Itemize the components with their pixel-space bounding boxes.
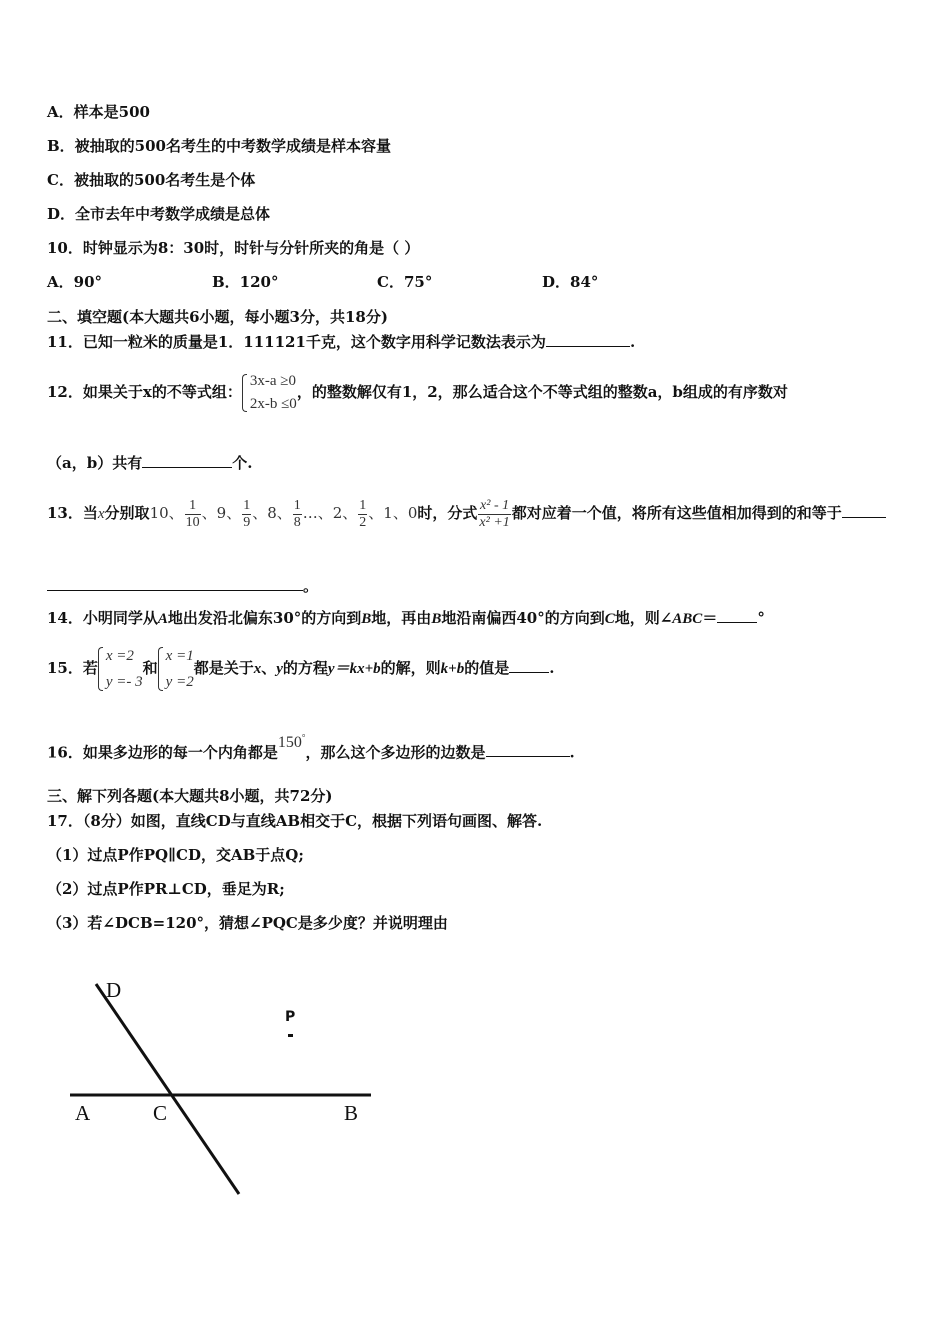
q13-fraction-4 bbox=[358, 498, 367, 531]
q14-point-b2: B bbox=[431, 611, 442, 627]
q15-system-2 bbox=[158, 643, 194, 695]
q14-part-4: 地沿南偏西40°的方向到 bbox=[441, 609, 605, 627]
q13-line2 bbox=[47, 576, 318, 596]
q13-f1-num: 1 bbox=[185, 498, 201, 515]
line-cd bbox=[96, 984, 239, 1194]
q16-angle-degree: ° bbox=[301, 733, 306, 743]
q14-part-6: ＝ bbox=[702, 609, 718, 627]
q15-blank bbox=[509, 658, 549, 673]
q13-fraction-2 bbox=[242, 498, 251, 531]
q16-blank bbox=[486, 742, 570, 757]
q15-var-y: y bbox=[276, 661, 283, 677]
q9-option-d: D．全市去年中考数学成绩是总体 bbox=[47, 205, 271, 223]
q14-angle-abc: ABC bbox=[672, 611, 703, 627]
q15-s2a: x =1 bbox=[165, 648, 194, 664]
q11-blank bbox=[546, 332, 630, 347]
q13-blank-2 bbox=[47, 576, 303, 591]
q12-line2-suffix: 个. bbox=[232, 454, 253, 472]
q9-option-a: A．样本是500 bbox=[47, 103, 150, 121]
q12-line2 bbox=[47, 453, 252, 473]
q13-prefix: 13．当 bbox=[47, 504, 98, 522]
q14-point-a: A bbox=[157, 611, 168, 627]
q12-ineq-2: 2x-b ≤0 bbox=[249, 396, 297, 412]
q11-text: 11．已知一粒米的质量是1．111121千克，这个数字用科学记数法表示为 bbox=[47, 333, 546, 351]
q10-option-b: B．120° bbox=[212, 273, 279, 291]
q12-suffix: ，的整数解仅有1，2，那么适合这个不等式组的整数a，b组成的有序数对 bbox=[296, 383, 788, 401]
label-b: B bbox=[344, 1101, 359, 1125]
q15-end: . bbox=[549, 659, 555, 677]
q15-s1a: x =2 bbox=[105, 648, 134, 664]
q16-suffix: ，那么这个多边形的边数是 bbox=[305, 743, 486, 762]
q14-part-5: 地，则∠ bbox=[614, 609, 673, 627]
q13-var: x bbox=[97, 506, 105, 522]
q13-f4-den: 2 bbox=[359, 514, 367, 530]
q17-step-3: （3）若∠DCB=120°，猜想∠PQC是多少度？并说明理由 bbox=[47, 914, 448, 932]
q13-fraction-1 bbox=[185, 498, 201, 531]
q15-part-1: 都是关于 bbox=[193, 659, 254, 677]
q13-f3-num: 1 bbox=[293, 497, 301, 513]
q13-f2-den: 9 bbox=[243, 514, 251, 530]
q13-values-start: 10、 bbox=[149, 504, 184, 522]
q13-fraction-3 bbox=[293, 498, 302, 531]
q10-option-c: C．75° bbox=[377, 273, 433, 291]
q14-end: ° bbox=[757, 609, 765, 627]
q15-s1b: y =- 3 bbox=[105, 674, 143, 690]
q13-values-end: 、1、0 bbox=[368, 504, 418, 522]
q17-stem: 17．（8分）如图，直线CD与直线AB相交于C，根据下列语句画图、解答. bbox=[47, 812, 543, 830]
q13-values-9: 、9、 bbox=[201, 504, 242, 522]
q13-blank-1 bbox=[842, 503, 886, 518]
q14-part-2: 地出发沿北偏东30°的方向到 bbox=[167, 609, 362, 627]
q15-part-2: 的方程 bbox=[282, 659, 328, 677]
q10-stem: 10．时钟显示为8：30时，时针与分针所夹的角是（ ） bbox=[47, 239, 420, 257]
q10-option-a: A．90° bbox=[47, 273, 103, 291]
q15-s2b: y =2 bbox=[165, 674, 194, 690]
q13-expression bbox=[478, 498, 510, 531]
q13 bbox=[47, 493, 886, 534]
q9-option-c: C．被抽取的500名考生是个体 bbox=[47, 171, 256, 189]
q16-end: . bbox=[569, 743, 575, 762]
q14-point-c: C bbox=[604, 611, 615, 627]
q13-expr-num: x² - 1 bbox=[480, 497, 510, 513]
q12-prefix: 12．如果关于x的不等式组： bbox=[47, 383, 242, 401]
q15-part-3: 的解，则 bbox=[380, 659, 441, 677]
label-p: P bbox=[285, 1009, 296, 1025]
q13-expr-den: x² +1 bbox=[479, 514, 510, 530]
q13-f1-den: 10 bbox=[185, 514, 200, 530]
q12-system bbox=[242, 370, 297, 416]
q17-step-1: （1）过点P作PQ∥CD，交AB于点Q; bbox=[47, 846, 304, 864]
q13-values-8: 、8、 bbox=[252, 504, 292, 522]
q12-line2-prefix: （a，b）共有 bbox=[47, 454, 143, 472]
q15-and: 和 bbox=[142, 659, 158, 677]
q14-blank bbox=[717, 608, 757, 623]
q12-blank bbox=[142, 453, 232, 468]
q15 bbox=[47, 640, 554, 697]
q13-mid: 分别取 bbox=[104, 504, 150, 522]
label-d: D bbox=[106, 978, 122, 1002]
section3-title: 三、解下列各题(本大题共8小题，共72分) bbox=[47, 787, 333, 805]
q13-values-mid: …、2、 bbox=[302, 504, 358, 522]
q15-kb: k+b bbox=[440, 661, 465, 677]
q16-angle bbox=[278, 734, 306, 751]
q15-equation: y＝kx+b bbox=[327, 661, 381, 677]
q12 bbox=[47, 370, 788, 416]
q15-system-1 bbox=[98, 643, 143, 695]
q11-end: . bbox=[629, 333, 636, 351]
q14 bbox=[47, 608, 765, 629]
q15-sep: 、 bbox=[261, 659, 277, 677]
q15-prefix: 15．若 bbox=[47, 659, 98, 677]
q13-f3-den: 8 bbox=[293, 514, 301, 530]
q14-part-1: 14．小明同学从 bbox=[47, 609, 158, 627]
point-p bbox=[288, 1034, 293, 1037]
q15-part-4: 的值是 bbox=[464, 659, 510, 677]
q9-option-b: B．被抽取的500名考生的中考数学成绩是样本容量 bbox=[47, 137, 391, 155]
q11 bbox=[47, 332, 635, 352]
q14-point-b1: B bbox=[361, 611, 372, 627]
q17-figure bbox=[0, 960, 420, 1210]
q13-f4-num: 1 bbox=[359, 497, 367, 513]
q14-part-3: 地，再由 bbox=[371, 609, 432, 627]
q10-option-d: D．84° bbox=[542, 273, 599, 291]
label-a: A bbox=[75, 1101, 91, 1125]
section2-title: 二、填空题(本大题共6小题，每小题3分，共18分) bbox=[47, 308, 388, 326]
q15-var-x: x bbox=[253, 661, 262, 677]
q16 bbox=[47, 733, 575, 763]
q16-angle-value: 150 bbox=[277, 734, 302, 752]
q12-ineq-1: 3x-a ≥0 bbox=[249, 373, 296, 389]
q13-f2-num: 1 bbox=[243, 497, 251, 513]
q13-suffix: 都对应着一个值，将所有这些值相加得到的和等于 bbox=[511, 504, 842, 522]
q17-step-2: （2）过点P作PR⊥CD，垂足为R; bbox=[47, 880, 285, 898]
q16-prefix: 16．如果多边形的每一个内角都是 bbox=[47, 743, 278, 762]
label-c: C bbox=[153, 1101, 168, 1125]
q13-after-values: 时，分式 bbox=[417, 504, 478, 522]
q13-end: 。 bbox=[303, 577, 319, 595]
